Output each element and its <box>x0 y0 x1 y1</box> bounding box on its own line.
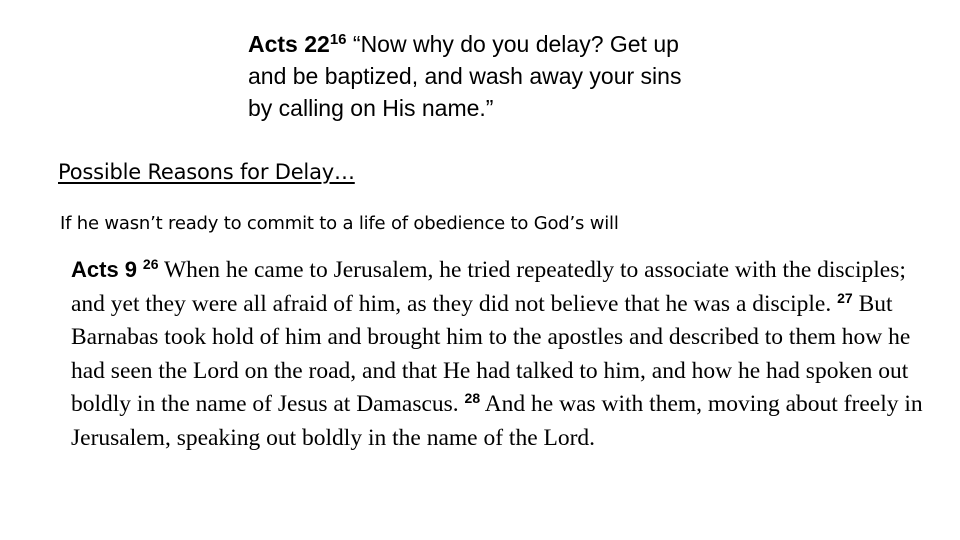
verse-text: And he was with them, moving about freely in Jerusalem, speaking out boldly in the name of the Lord. <box>71 391 923 451</box>
verse-number: 27 <box>837 289 853 306</box>
scripture-passage <box>71 253 941 455</box>
slide-heading: Possible Reasons for Delay… <box>58 160 355 184</box>
quote-verse-number: 16 <box>329 31 347 48</box>
verse-number: 28 <box>464 390 481 406</box>
verse-number: 26 <box>142 256 159 272</box>
quote-reference: Acts 22 <box>248 31 330 57</box>
verse-text: But Barnabas took hold of him and brought him to the apostles and described to them how he had seen the Lord on the road, and that He had talked to him, and how he had spoken out boldly in the name of Jesus at Damascus. <box>71 290 911 417</box>
quote-block <box>248 28 708 124</box>
reason-text: If he wasn’t ready to commit to a life of obedience to God’s will <box>60 213 619 234</box>
quote-text: “Now why do you delay? Get up and be baptized, and wash away your sins by calling on His name.” <box>248 31 682 121</box>
passage-reference: Acts 9 <box>71 257 138 282</box>
verse-text: When he came to Jerusalem, he tried repeatedly to associate with the disciples; and yet they were all afraid of him, as they did not believe that he was a disciple. <box>71 257 906 317</box>
